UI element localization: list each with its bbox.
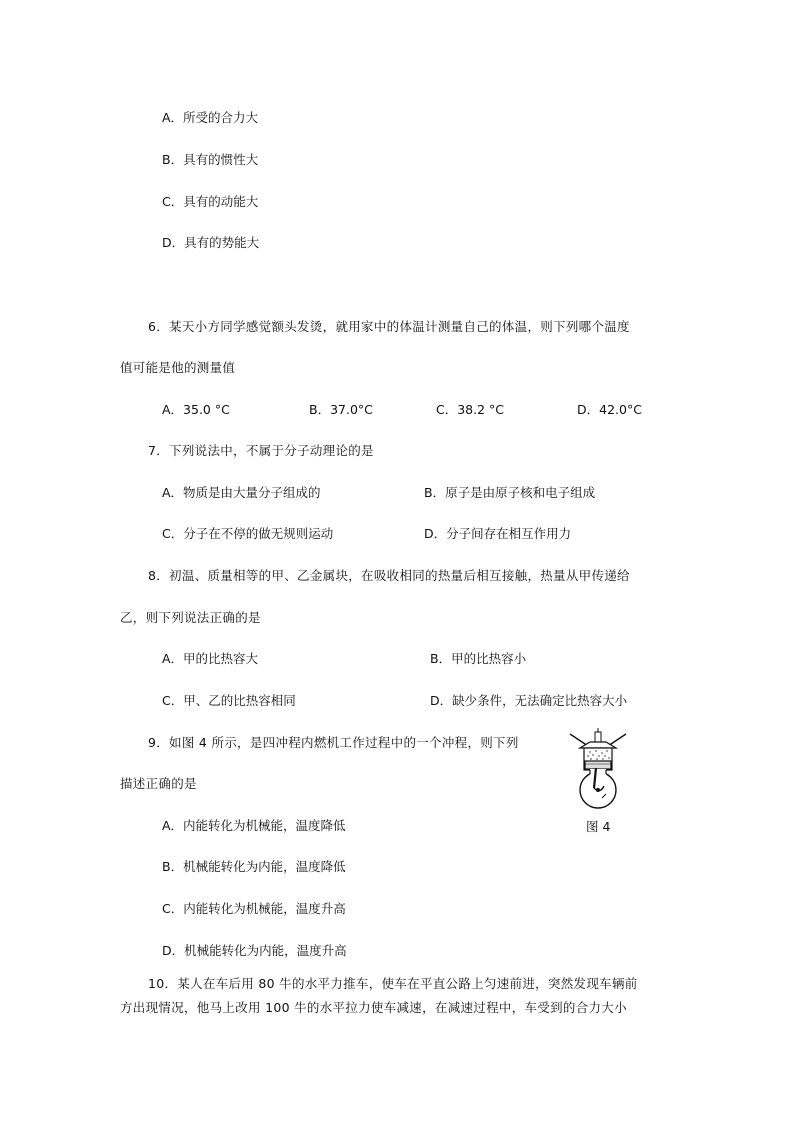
q6-option-d: D．42.0°C — [577, 402, 642, 417]
q5-option-d: D．具有的势能大 — [162, 235, 260, 250]
q8-option-d: D．缺少条件，无法确定比热容大小 — [430, 693, 628, 708]
q10-stem-line2: 方出现情况，他马上改用 100 牛的水平拉力使车减速，在减速过程中，车受到的合力大小 — [120, 1000, 627, 1015]
engine-cylinder-figure — [566, 728, 630, 816]
q7-option-b: B．原子是由原子核和电子组成 — [424, 485, 596, 500]
q9-option-c: C．内能转化为机械能，温度升高 — [162, 901, 346, 916]
q7-option-d: D．分子间存在相互作用力 — [424, 526, 572, 541]
q7-option-a: A．物质是由大量分子组成的 — [162, 485, 321, 500]
spark-plug-icon — [595, 732, 601, 742]
piston-icon — [585, 761, 611, 769]
q9-stem-line2: 描述正确的是 — [120, 776, 197, 791]
q5-option-c: C．具有的动能大 — [162, 194, 259, 209]
q7-option-c: C．分子在不停的做无规则运动 — [162, 526, 334, 541]
q8-stem-line2: 乙，则下列说法正确的是 — [120, 610, 261, 625]
figure-4-caption: 图 4 — [586, 819, 611, 834]
q6-stem-line1: 6．某天小方同学感觉额头发烫，就用家中的体温计测量自己的体温，则下列哪个温度 — [148, 319, 630, 334]
q6-option-a: A．35.0 °C — [162, 402, 230, 417]
q6-stem-line2: 值可能是他的测量值 — [120, 360, 236, 375]
q6-option-b: B．37.0°C — [309, 402, 373, 417]
q7-stem: 7．下列说法中，不属于分子动理论的是 — [148, 443, 374, 458]
q8-option-a: A．甲的比热容大 — [162, 651, 259, 666]
q5-option-a: A．所受的合力大 — [162, 110, 259, 125]
q8-option-b: B．甲的比热容小 — [430, 651, 527, 666]
q5-option-b: B．具有的惯性大 — [162, 152, 259, 167]
q9-option-a: A．内能转化为机械能，温度降低 — [162, 818, 346, 833]
q9-stem-line1: 9．如图 4 所示，是四冲程内燃机工作过程中的一个冲程，则下列 — [148, 735, 519, 750]
q9-option-b: B．机械能转化为内能，温度降低 — [162, 859, 346, 874]
q8-stem-line1: 8．初温、质量相等的甲、乙金属块，在吸收相同的热量后相互接触，热量从甲传递给 — [148, 568, 630, 583]
q6-option-c: C．38.2 °C — [436, 402, 505, 417]
q9-option-d: D．机械能转化为内能，温度升高 — [162, 943, 347, 958]
q8-option-c: C．甲、乙的比热容相同 — [162, 693, 296, 708]
q10-stem-line1: 10．某人在车后用 80 牛的水平力推车，使车在平直公路上匀速前进，突然发现车辆前 — [148, 976, 638, 991]
